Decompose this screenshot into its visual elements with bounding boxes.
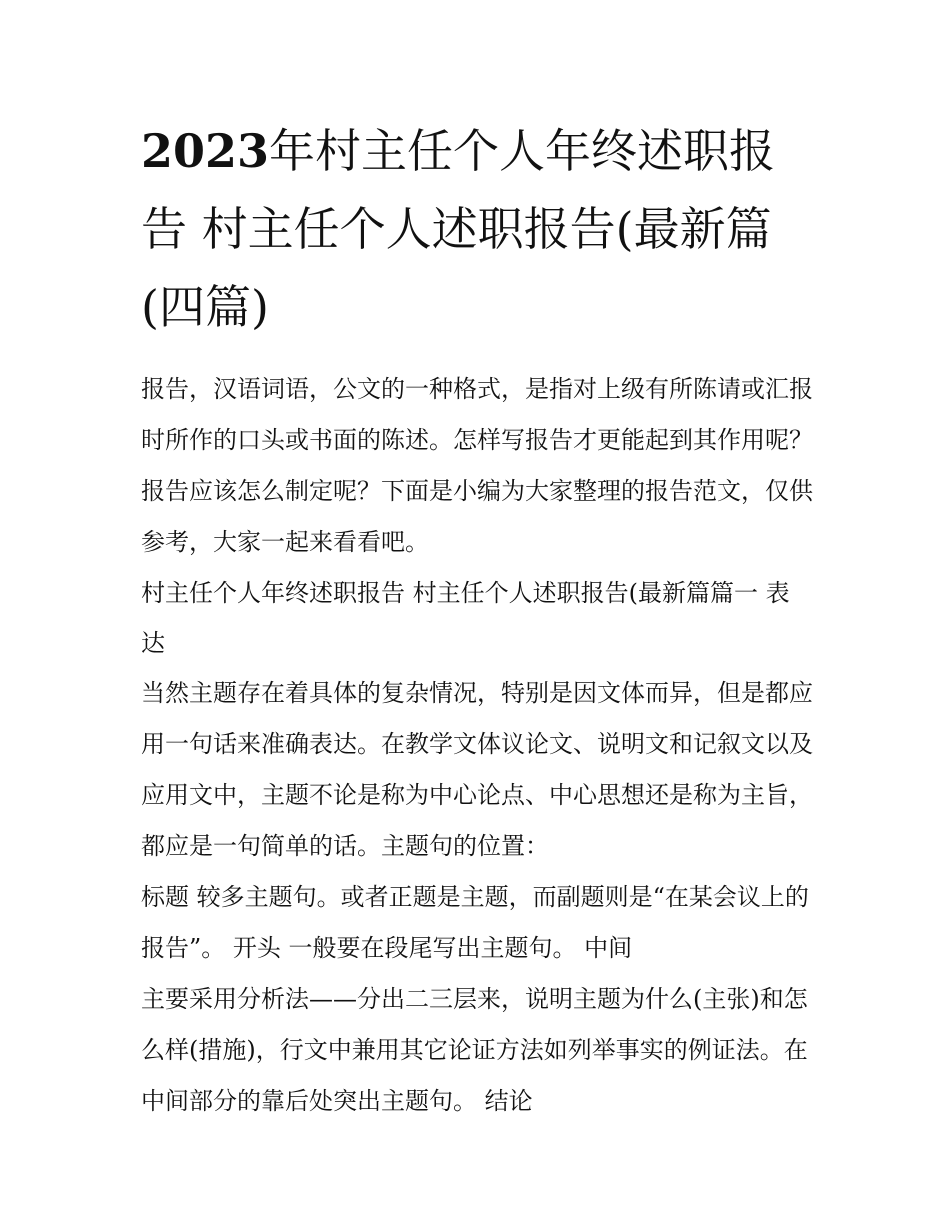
paragraph-title-position: 标题 较多主题句。或者正题是主题，而副题则是“在某会议上的报告”。 开头 一般要在段尾写出主题句。 中间 — [141, 883, 809, 962]
paragraph-theme: 当然主题存在着具体的复杂情况，特别是因文体而异，但是都应用一句话来准确表达。在教学文体议论文、说明文和记叙文以及应用文中，主题不论是称为中心论点、中心思想还是称为主旨，都应是一句简单的话。主题句的位置： — [141, 679, 813, 860]
document-title — [141, 112, 813, 346]
paragraph-intro: 报告，汉语词语，公文的一种格式，是指对上级有所陈请或汇报时所作的口头或书面的陈述。怎样写报告才更能起到其作用呢？报告应该怎么制定呢？下面是小编为大家整理的报告范文，仅供参考，大家一起来看看吧。 — [141, 375, 813, 556]
paragraph-middle-method: 主要采用分析法——分出二三层来，说明主题为什么(主张)和怎么样(措施)，行文中兼用其它论证方法如列举事实的例证法。在中间部分的靠后处突出主题句。 结论 — [141, 985, 808, 1115]
paragraph-section-heading: 村主任个人年终述职报告 村主任个人述职报告(最新篇篇一 表达 — [141, 579, 790, 657]
title-text: 年村主任个人年终述职报告 村主任个人述职报告(最新篇(四篇) — [141, 124, 776, 334]
document-page — [141, 112, 813, 1127]
title-year: 2023 — [141, 124, 270, 178]
document-body — [141, 364, 813, 1127]
